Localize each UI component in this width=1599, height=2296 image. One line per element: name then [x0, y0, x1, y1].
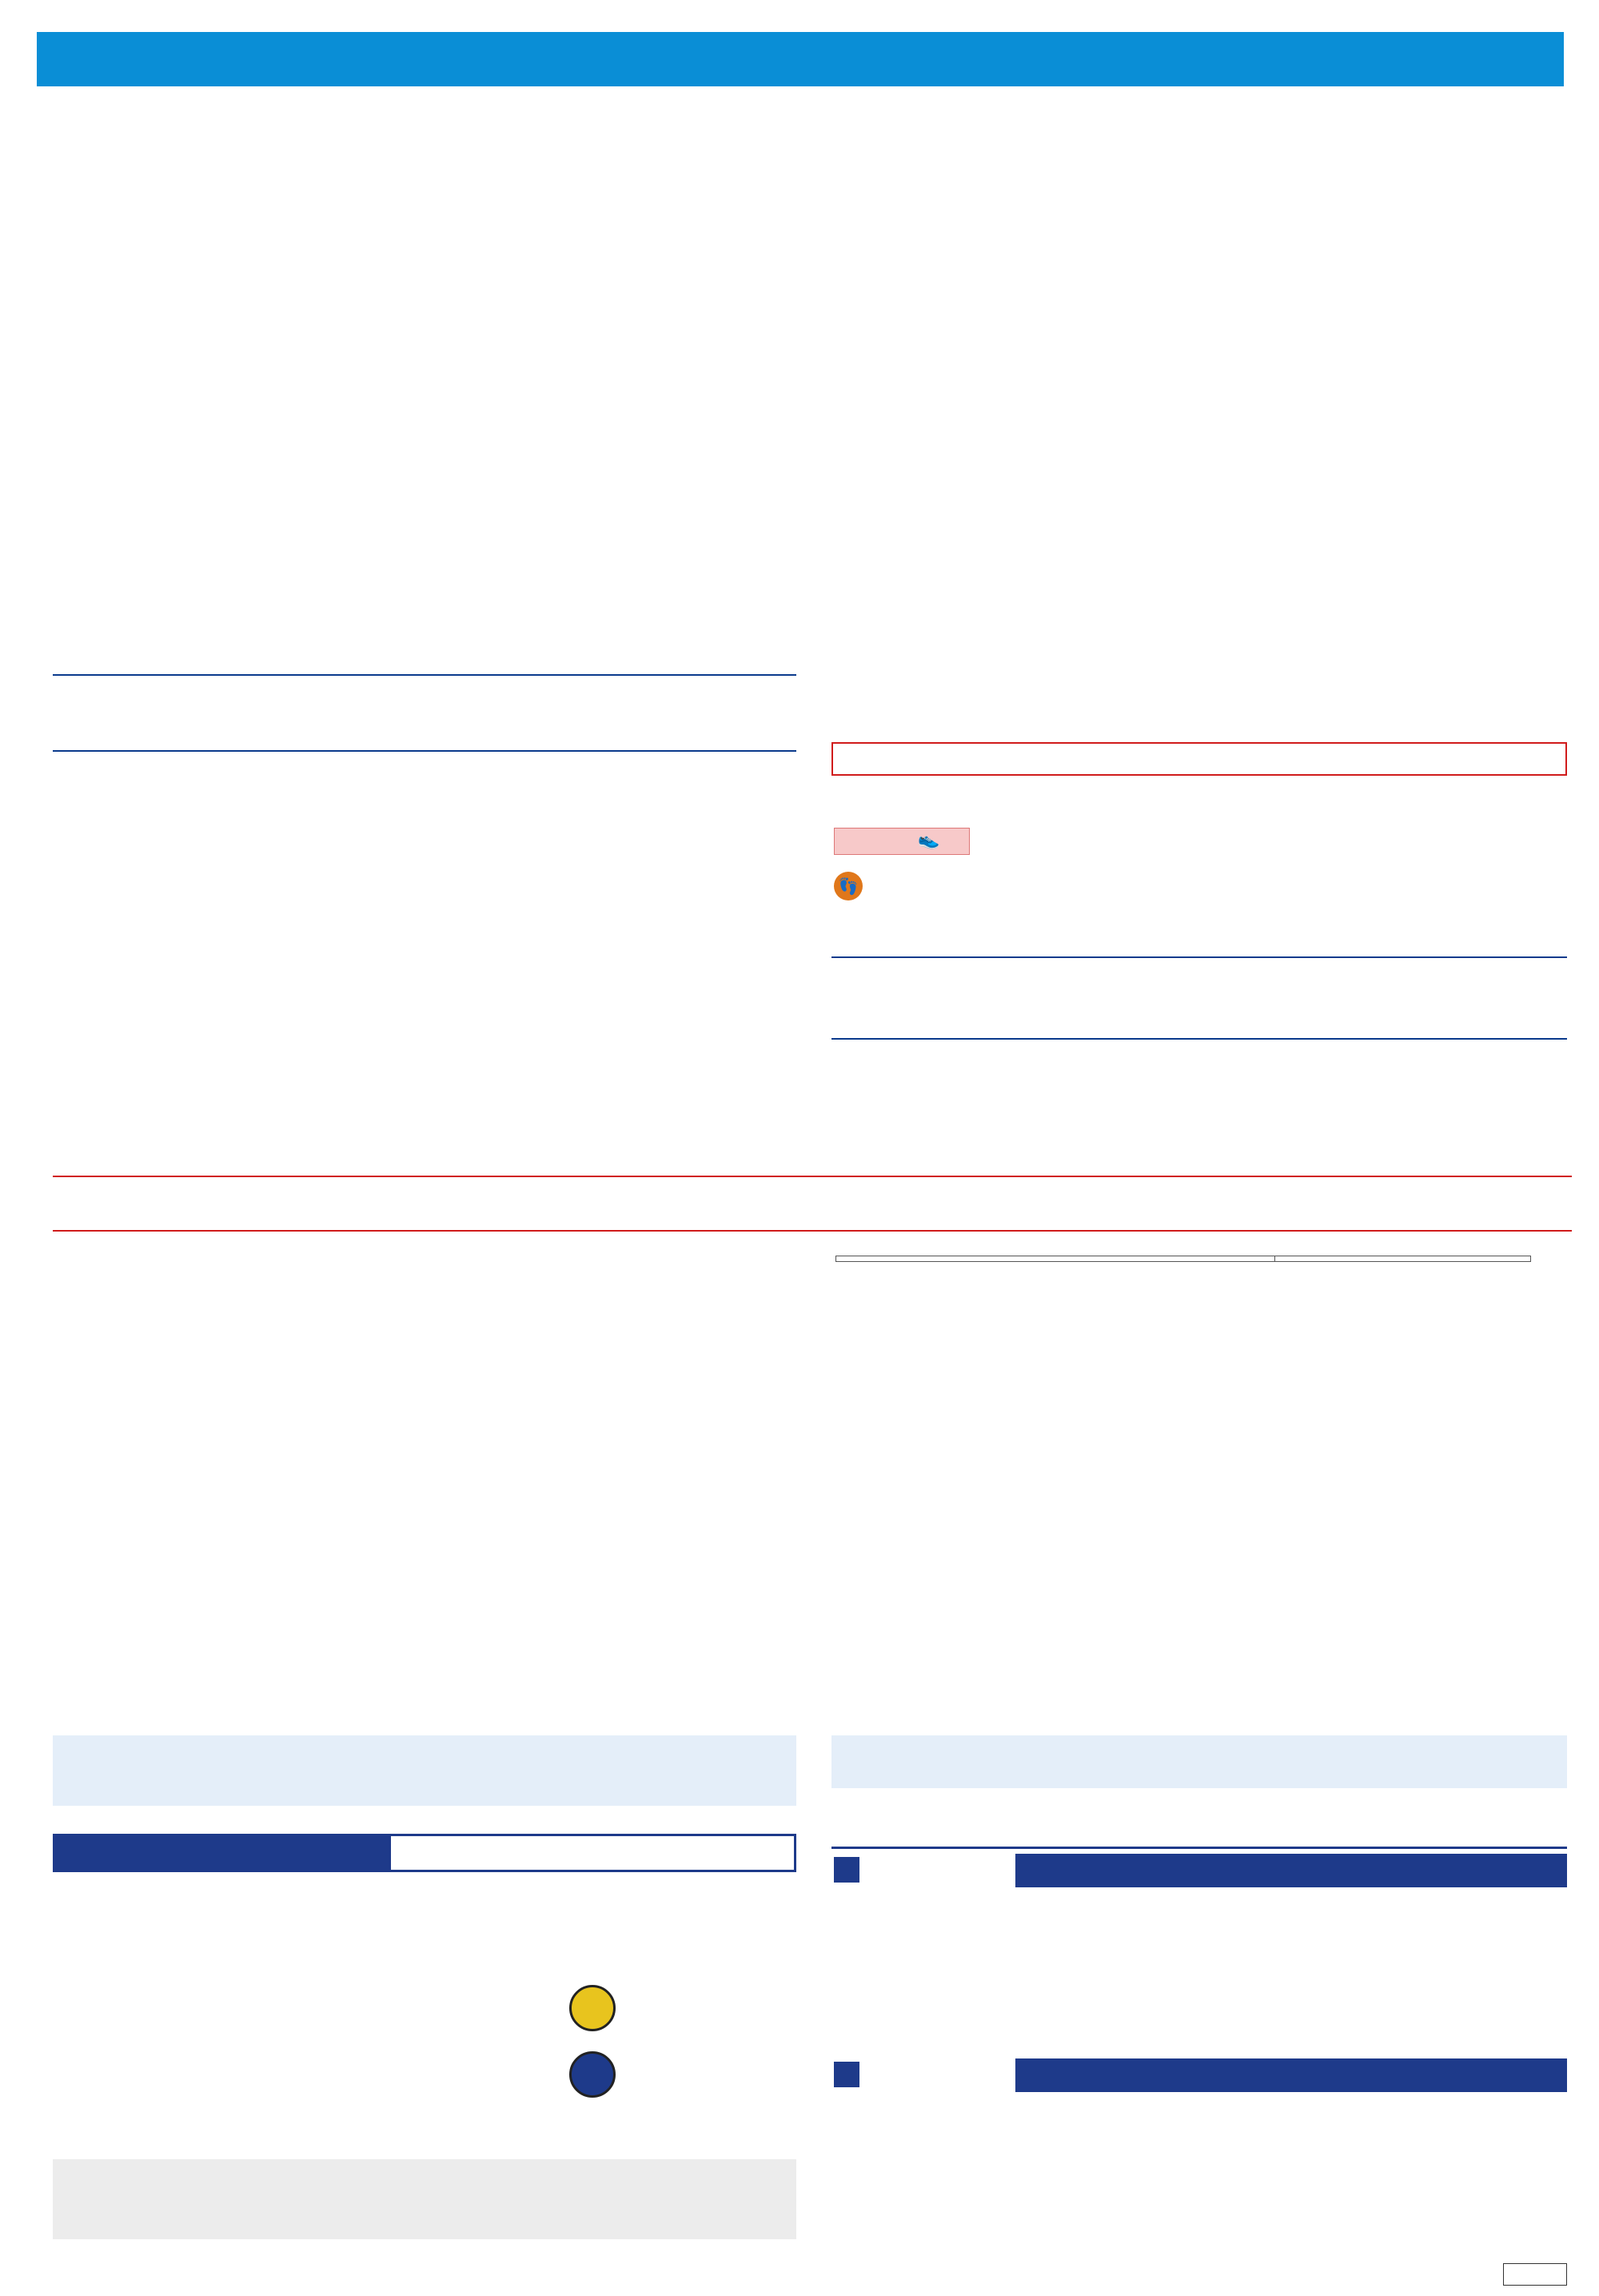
osaka-email[interactable]	[1015, 2058, 1567, 2092]
tokyo-phone-row	[831, 1934, 1567, 1990]
homepage-box	[53, 1834, 796, 1872]
left-column	[53, 648, 796, 654]
shoe-icon: 👟	[918, 830, 940, 850]
manager-note-box	[53, 2159, 796, 2239]
limited-box	[831, 742, 1567, 776]
bond-seal-icon	[569, 2051, 616, 2098]
walk-badge	[834, 828, 970, 855]
cancel-fee-table	[835, 1256, 1531, 1262]
conditions-left	[53, 1238, 796, 1307]
table-head-date	[836, 1256, 1275, 1262]
tokyo-email[interactable]	[1015, 1854, 1567, 1887]
osaka-phone-row	[831, 2137, 1567, 2193]
osaka-marker	[834, 2062, 859, 2087]
insurance-box	[53, 1735, 796, 1806]
safety-header	[37, 32, 1564, 86]
footer-box	[1503, 2263, 1567, 2286]
walk-w-icon: 👣	[834, 872, 863, 900]
tokyo-marker	[834, 1857, 859, 1883]
fair-trade-seal-icon	[569, 1985, 616, 2031]
table-head-fee	[1275, 1256, 1531, 1262]
contact-heading	[831, 1735, 1567, 1788]
s5-block	[831, 1540, 1567, 1562]
homepage-label	[55, 1836, 391, 1870]
